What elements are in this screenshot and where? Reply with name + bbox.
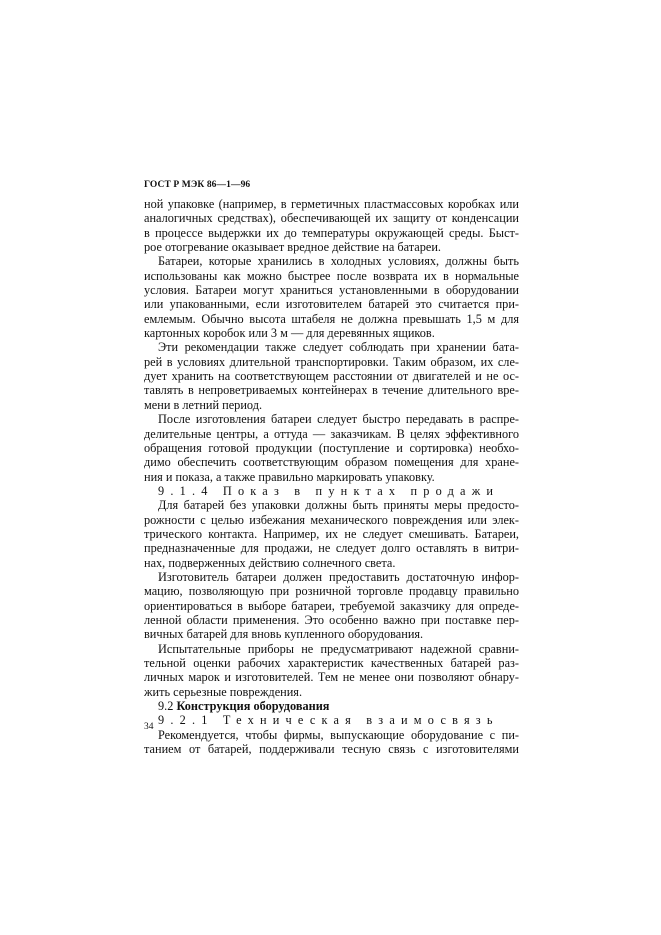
text-line: Для батарей без упаковки должны быть приняты меры предосто- [158,498,519,513]
text-line: Рекомендуется, чтобы фирмы, выпускающие оборудование с пи- [158,727,519,742]
subsection-heading: 9.2.1 Техническая взаимосвязь [158,713,499,728]
text-line: Эти рекомендации также следует соблюдать при хранении бата- [158,340,519,355]
text-line: Испытательные приборы не предусматривают надежной сравни- [158,641,519,656]
text-line: Батареи, которые хранились в холодных условиях, должны быть [158,254,519,269]
text-line: ния и показа, а также правильно маркировать упаковку. [144,469,435,484]
text-line: использованы как можно быстрее после возврата их в нормальные [144,268,519,283]
text-line: рожности с целью избежания механического повреждения или элек- [144,512,519,527]
text-line: картонных коробок или 3 м — для деревянных ящиков. [144,326,435,341]
text-line: мени в летний период. [144,397,263,412]
section-heading [144,699,519,713]
paragraph [144,498,519,570]
text-line: мацию, позволяющую при розничной торговле продавцу правильно [144,584,519,599]
text-line: тельной оценки рабочих характеристик качественных батарей раз- [144,656,519,670]
paragraph [144,728,519,757]
text-line: димо обеспечить соответствующим образом помещения для хране- [144,455,519,470]
text-line: дует хранить на соответствующем расстоянии от двигателей и не ос- [144,369,519,384]
subsection-heading: 9.1.4 Показ в пунктах продажи [158,483,500,498]
text-line: нах, подверженных действию солнечного света. [144,555,396,570]
text-line: ленной области применения. Это особенно важно при поставке пер- [144,612,519,627]
text-line: условия. Батареи могут храниться установленными в оборудовании [144,283,519,298]
text-line: трического контакта. Например, их не следует смешивать. Батареи, [144,526,519,541]
paragraph [144,254,519,340]
text-line: танием от батарей, поддерживали тесную связь с изготовителями [144,742,519,757]
text-line: вичных батарей для вновь купленного оборудования. [144,627,424,642]
paragraph [144,642,519,699]
text-line: ориентироваться в выборе батареи, требуемой заказчику для опреде- [144,598,519,613]
text-line: жить серьезные повреждения. [144,684,303,699]
paragraph [144,412,519,484]
document-body [144,197,519,756]
text-line: аналогичных средствах), обеспечивающей их защиту от конденсации [144,211,519,226]
document-header: ГОСТ Р МЭК 86—1—96 [144,180,251,190]
section-title: Конструкция оборудования [176,699,330,714]
text-line: После изготовления батареи следует быстро передавать в распре- [158,412,519,427]
paragraph [144,570,519,642]
text-line: Изготовитель батареи должен предоставить достаточную инфор- [158,569,519,584]
section-number: 9.2 [158,699,174,714]
text-line: предназначенные для продажи, не следует долго оставлять в витри- [144,541,519,556]
text-line: тавлять в непроветриваемых контейнерах в течение длительного вре- [144,383,519,398]
text-line: или упакованными, если изготовителем батарей это считается при- [144,297,519,312]
text-line: обращения готовой продукции (поступление и сортировка) необхо- [144,440,519,455]
text-line: рей в условиях длительной транспортировки. Таким образом, их сле- [144,354,519,369]
paragraph [144,197,519,254]
text-line: емлемым. Обычно высота штабеля не должна превышать 1,5 м для [144,311,519,326]
text-line: личных марок и изготовителей. Тем не менее они позволяют обнару- [144,670,519,685]
text-line: рое отогревание оказывает вредное действие на батареи. [144,240,442,255]
text-line: делительные центры, а оттуда — заказчикам. В целях эффективного [144,426,519,441]
text-line: ной упаковке (например, в герметичных пластмассовых коробках или [144,197,519,211]
page-number: 34 [144,722,154,732]
text-line: в процессе выдержки их до температуры окружающей среды. Быст- [144,225,519,240]
paragraph [144,340,519,412]
